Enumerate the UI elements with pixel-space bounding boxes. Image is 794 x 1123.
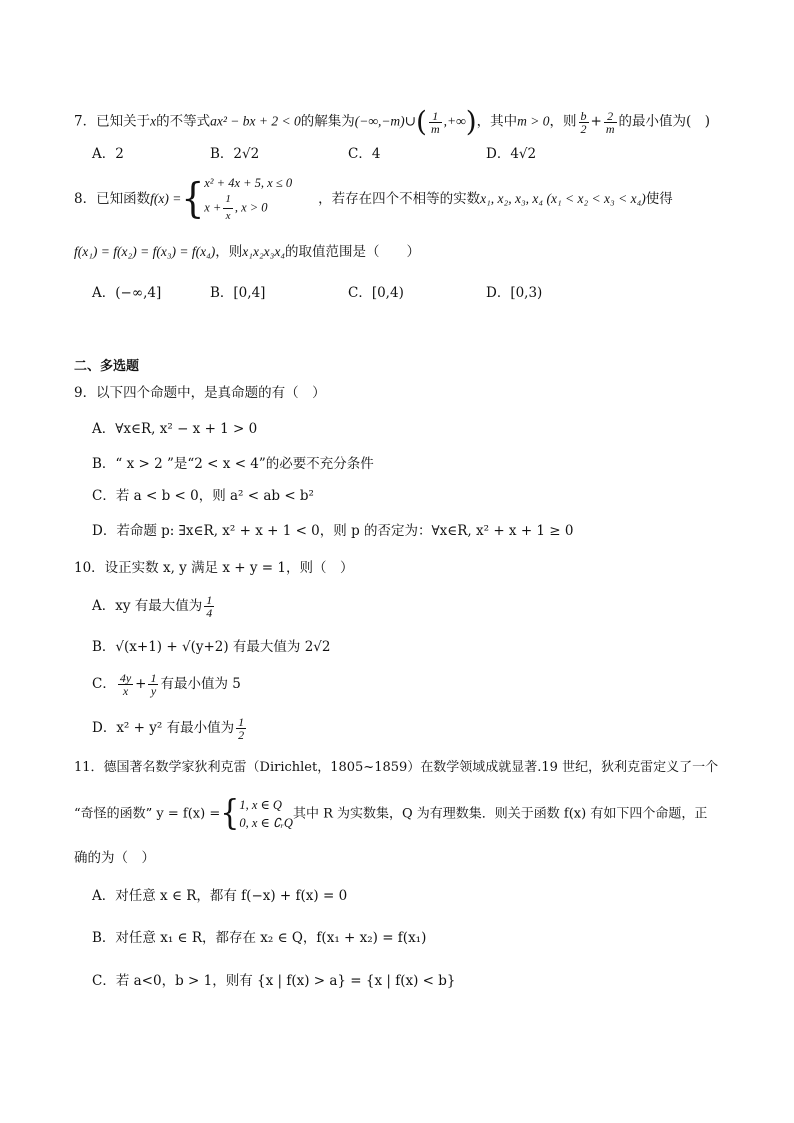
- q7-b-num: b: [580, 108, 587, 123]
- q7-var-x: x: [150, 113, 157, 129]
- q7-option-c[interactable]: C．4: [348, 146, 381, 162]
- q10-option-a-text: A．xy 有最大值为: [92, 598, 203, 614]
- q7-fraction-2-over-m: [604, 110, 617, 135]
- q10-option-a[interactable]: [92, 594, 216, 619]
- q7-set-b: ,+∞: [443, 113, 466, 129]
- section-heading-multiple-choice: 二、多选题: [74, 359, 140, 374]
- q10-c-num1: 4y: [119, 671, 132, 685]
- q10-option-c[interactable]: [92, 672, 241, 697]
- q8-case2-fraction: [223, 192, 233, 225]
- q11-option-b[interactable]: B．对任意 x₁ ∈ R，都存在 x₂ ∈ Q，f(x₁ + x₂) = f(x₁): [92, 930, 427, 946]
- q10-a-num: 1: [206, 593, 213, 607]
- q10-a-den: 4: [206, 606, 213, 620]
- q10-c-plus: +: [135, 676, 147, 692]
- q8-suffix: 使得: [645, 191, 673, 207]
- q9-option-b[interactable]: B．“ x > 2 ”是“2 < x < 4”的必要不充分条件: [92, 456, 374, 472]
- q10-c-den2: y: [148, 684, 158, 697]
- q8-piecewise-cases: [204, 174, 292, 225]
- q10-stem: 10．设正实数 x, y 满足 x + y = 1，则（ ）: [74, 560, 354, 576]
- q8-option-d[interactable]: D．[0,3): [486, 285, 543, 301]
- q7-plus: +: [590, 113, 602, 130]
- q8-equality-chain: f(x₁) = f(x₂) = f(x₃) = f(x₄): [74, 244, 216, 259]
- q7-right-paren: ): [465, 105, 477, 138]
- q7-mid3: ，其中: [476, 113, 518, 130]
- q10-c-num2: 1: [150, 671, 157, 685]
- q7-cond: m > 0: [517, 113, 550, 129]
- q7-set-a: (−∞,−m)∪: [354, 113, 416, 129]
- q8-brace: {: [181, 175, 205, 223]
- q8-vars: x₁, x₂, x₃, x₄ (x₁ < x₂ < x₃ < x₄): [480, 191, 646, 206]
- q8-option-a[interactable]: A．(−∞,4]: [92, 285, 162, 301]
- q10-option-d-text: D．x² + y² 有最小值为: [92, 720, 235, 736]
- q11-line2-prefix: “奇怪的函数” y = f(x) =: [74, 806, 221, 822]
- q9-option-d[interactable]: D．若命题 p: ∃x∈R, x² + x + 1 < 0，则 p 的否定为：∀x∈R, x² + x + 1 ≥ 0: [92, 523, 574, 539]
- q7-m-den: m: [605, 121, 615, 136]
- q9-option-c[interactable]: C．若 a < b < 0，则 a² < ab < b²: [92, 488, 314, 504]
- q7-b-den: 2: [580, 121, 587, 136]
- q11-case2: 0, x ∈ ∁ᵣQ: [239, 816, 293, 831]
- q7-option-d[interactable]: D．4√2: [486, 146, 537, 162]
- q10-c-den1: x: [118, 684, 133, 697]
- q8-fx: f(x) =: [150, 191, 182, 206]
- q7-frac-den: m: [430, 121, 440, 136]
- q11-piecewise-cases: [239, 796, 293, 832]
- q11-brace: {: [220, 793, 240, 834]
- q10-c-fraction-1: [118, 672, 133, 697]
- q8-mid: ，若存在四个不相等的实数: [318, 191, 481, 207]
- q11-stem-line3: 确的为（ ）: [74, 850, 155, 866]
- q7-stem: [74, 105, 711, 138]
- q9-option-a[interactable]: A．∀x∈R, x² − x + 1 > 0: [92, 421, 258, 437]
- q7-mid2: 的解集为: [300, 113, 355, 130]
- q10-option-b[interactable]: B．√(x+1) + √(y+2) 有最大值为 2√2: [92, 639, 331, 655]
- q7-inequality: ax² − bx + 2 < 0: [210, 113, 301, 129]
- q11-stem-line1: 11．德国著名数学家狄利克雷（Dirichlet，1805~1859）在数学领域成就显著.19 世纪，狄利克雷定义了一个: [74, 760, 719, 775]
- q7-option-b[interactable]: B．2√2: [210, 146, 260, 162]
- q8-case2: [204, 192, 292, 225]
- q8-option-b[interactable]: B．[0,4]: [210, 285, 266, 301]
- q7-suffix: 的最小值为( ): [618, 113, 711, 130]
- q10-option-c-suffix: 有最小值为 5: [160, 676, 241, 692]
- q8-product: x₁x₂x₃x₄: [242, 244, 286, 259]
- q7-prefix: 7．已知关于: [74, 113, 151, 130]
- q8-case2-den: x: [223, 208, 233, 225]
- q10-c-fraction-2: [148, 672, 158, 697]
- q8-prefix: 8．已知函数: [74, 191, 151, 207]
- q11-stem-line2: [74, 793, 708, 834]
- q7-fraction-1-over-m: [429, 110, 442, 135]
- q11-case1: 1, x ∈ Q: [239, 798, 282, 812]
- q8-case1: x² + 4x + 5, x ≤ 0: [204, 176, 293, 190]
- q10-option-a-fraction: [204, 594, 214, 619]
- q8-stem-line2: [74, 245, 420, 260]
- q7-mid4: ，则: [549, 113, 577, 130]
- q8-line2-suffix: 的取值范围是（ ）: [285, 244, 421, 260]
- q8-option-c[interactable]: C．[0,4): [348, 285, 404, 301]
- q8-case2-num: 1: [225, 193, 231, 206]
- q7-left-paren: (: [416, 105, 427, 138]
- q10-option-d[interactable]: [92, 716, 248, 741]
- q7-two-num: 2: [607, 108, 614, 123]
- q7-fraction-b-over-2: [579, 110, 589, 135]
- q11-option-a[interactable]: A．对任意 x ∈ R，都有 f(−x) + f(x) = 0: [92, 888, 348, 904]
- q7-frac-num: 1: [432, 108, 439, 123]
- q10-d-num: 1: [238, 715, 245, 729]
- q8-case2-a: x +: [204, 200, 222, 215]
- q10-option-d-fraction: [236, 716, 246, 741]
- q8-case2-b: , x > 0: [234, 200, 268, 215]
- q10-d-den: 2: [238, 728, 245, 742]
- q7-mid1: 的不等式: [156, 113, 211, 130]
- q8-stem: [74, 174, 673, 225]
- q11-option-c[interactable]: C．若 a<0，b > 1，则有 {x | f(x) > a} = {x | f(x) < b}: [92, 973, 456, 989]
- q11-line2-suffix: 其中 R 为实数集，Q 为有理数集．则关于函数 f(x) 有如下四个命题，正: [292, 806, 708, 822]
- q10-option-c-prefix: C．: [92, 676, 116, 692]
- q9-stem: 9．以下四个命题中，是真命题的有（ ）: [74, 385, 326, 401]
- q8-line2-mid: ，则: [215, 244, 243, 260]
- q7-option-a[interactable]: A．2: [92, 146, 124, 162]
